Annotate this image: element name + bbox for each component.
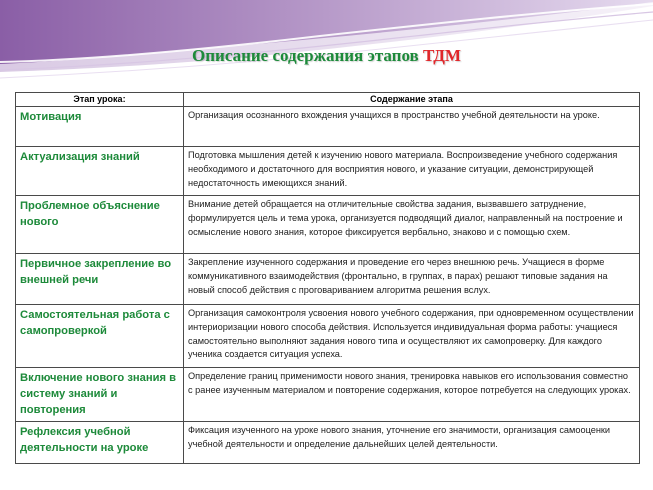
table-row	[16, 422, 640, 464]
table-row	[16, 196, 640, 254]
stage-content: Организация осознанного вхождения учащихся в пространство учебной деятельности на уроке.	[184, 107, 640, 147]
stage-content: Закрепление изученного содержания и проведение его через внешнюю речь. Учащиеся в форме коммуникативного взаимодействия (фронтально, в группах, в парах) решают типовые задания на новый способ действия с проговариванием алгоритма решения вслух.	[184, 254, 640, 305]
table-row	[16, 107, 640, 147]
stage-content: Организация самоконтроля усвоения нового учебного содержания, при одновременном осуществлении интериоризации нового способа действия. Используется индивидуальная форма работы: учащиеся самостоятельно выполняют задания нового типа и осуществляют их самопроверку. Для каждого ученика создается ситуация успеха.	[184, 305, 640, 368]
stage-name: Первичное закрепление во внешней речи	[16, 254, 184, 305]
table-row	[16, 305, 640, 368]
table-row	[16, 147, 640, 196]
header-content: Содержание этапа	[184, 93, 640, 107]
stage-content: Определение границ применимости нового знания, тренировка навыков его использования совместно с ранее изученным материалом и повторение содержания, которое потребуется на следующих уроках.	[184, 368, 640, 422]
header-stage: Этап урока:	[16, 93, 184, 107]
title-main: Описание содержания этапов	[192, 46, 423, 65]
table-row	[16, 368, 640, 422]
stage-name: Проблемное объяснение нового	[16, 196, 184, 254]
header-wave-decoration	[0, 0, 653, 90]
stage-name: Актуализация знаний	[16, 147, 184, 196]
stage-content: Подготовка мышления детей к изучению нового материала. Воспроизведение учебного содержания необходимого и достаточного для восприятия нового, и указание ситуации, демонстрирующей недостаточность имеющихся знаний.	[184, 147, 640, 196]
stage-content: Фиксация изученного на уроке нового знания, уточнение его значимости, организация самооценки учебной деятельности и определение дальнейших целей деятельности.	[184, 422, 640, 464]
page-title	[0, 46, 653, 66]
stage-name: Включение нового знания в систему знаний и повторения	[16, 368, 184, 422]
stage-name: Самостоятельная работа с самопроверкой	[16, 305, 184, 368]
stages-table	[15, 92, 640, 464]
table-row	[16, 254, 640, 305]
stage-name: Рефлексия учебной деятельности на уроке	[16, 422, 184, 464]
stage-name: Мотивация	[16, 107, 184, 147]
table-header-row	[16, 93, 640, 107]
stage-content: Внимание детей обращается на отличительные свойства задания, вызвавшего затруднение, формулируется цель и тема урока, организуется подводящий диалог, направленный на построение и осмысление нового знания, которое фиксируется вербально, знаково и с помощью схем.	[184, 196, 640, 254]
title-accent: ТДМ	[422, 46, 461, 65]
